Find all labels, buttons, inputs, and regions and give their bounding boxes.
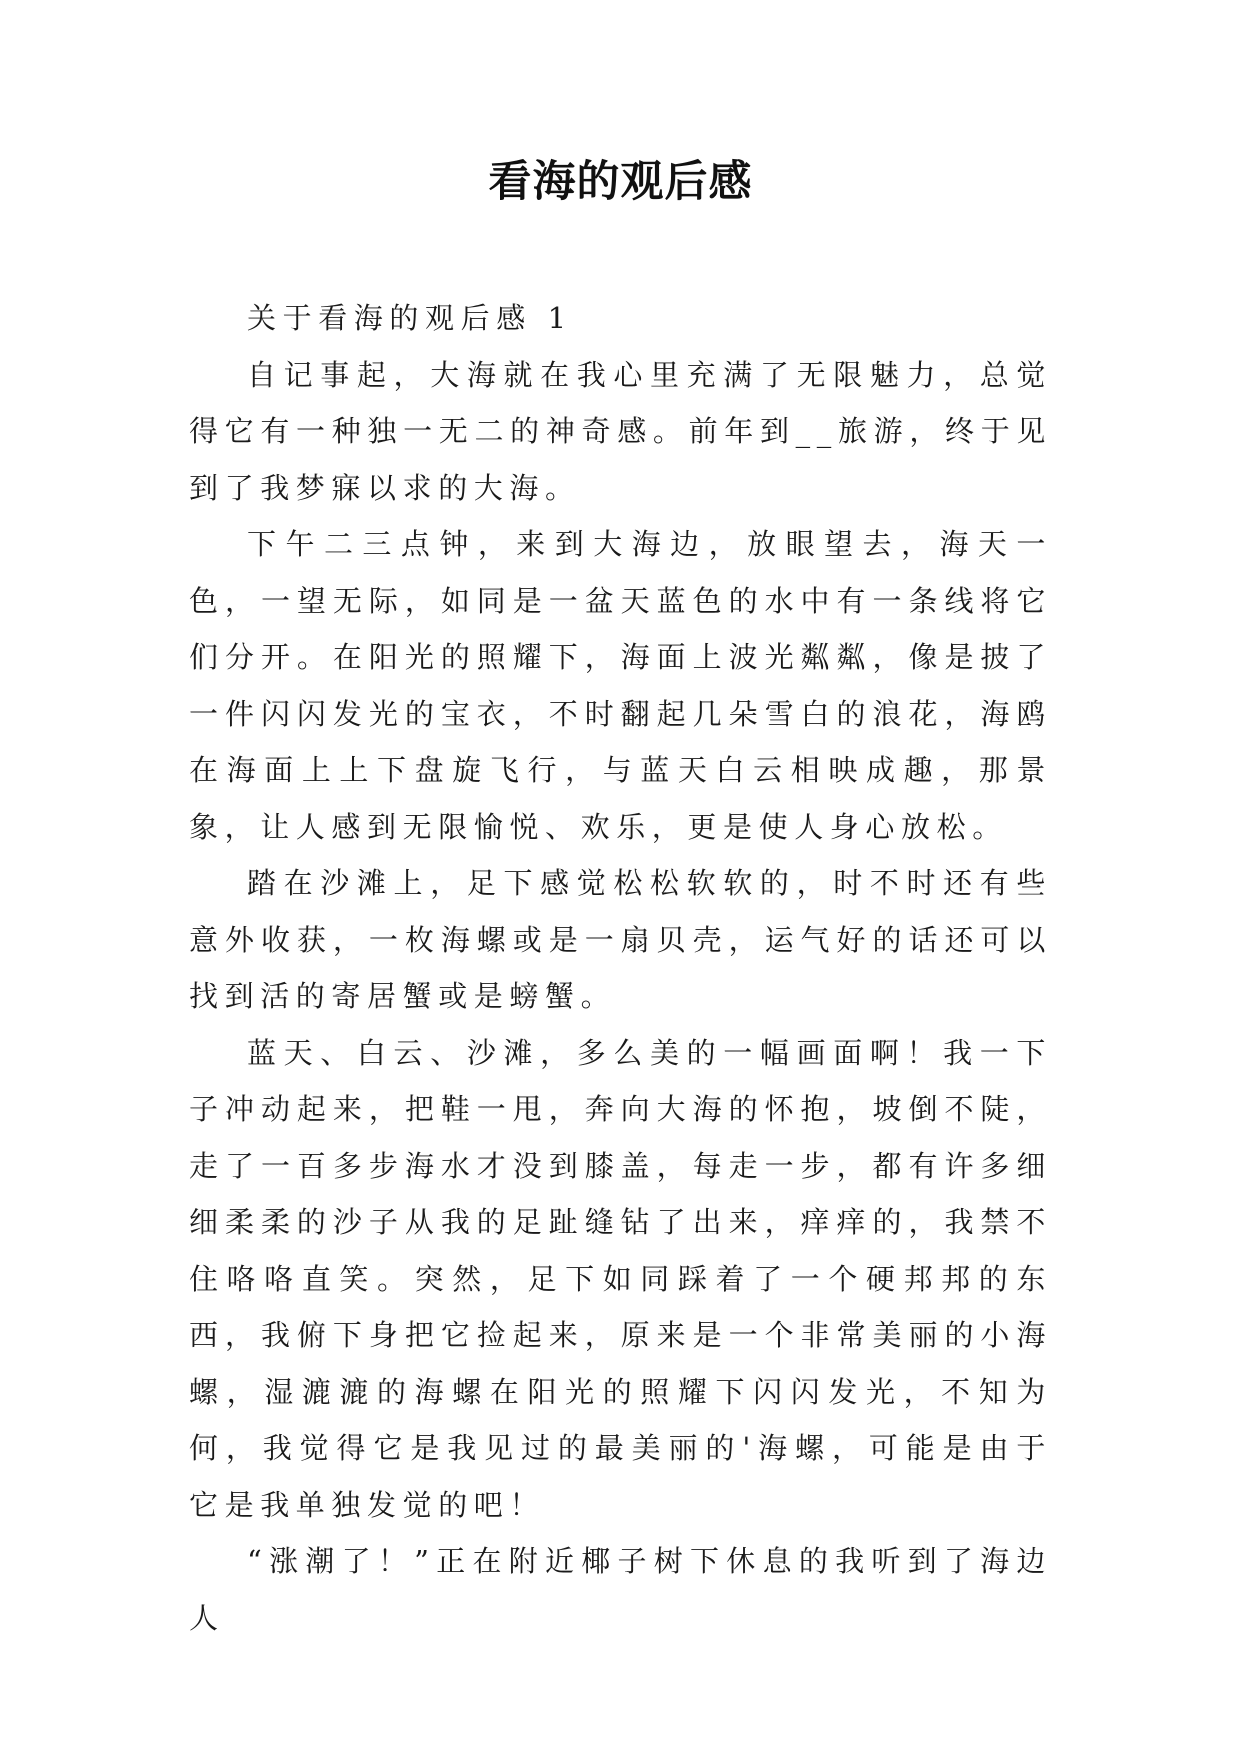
paragraph: “涨潮了！”正在附近椰子树下休息的我听到了海边人	[189, 1544, 1052, 1635]
paragraph: 蓝天、白云、沙滩，多么美的一幅画面啊！我一下子冲动起来，把鞋一甩，奔向大海的怀抱，坡倒不陡，走了一百多步海水才没到膝盖，每走一步，都有许多细细柔柔的沙子从我的足趾缝钻了出来，痒痒的，我禁不住咯咯直笑。突然，足下如同踩着了一个硬邦邦的东西，我俯下身把它捡起来，原来是一个非常美丽的小海螺，湿漉漉的海螺在阳光的照耀下闪闪发光，不知为何，我觉得它是我见过的最美丽的'海螺，可能是由于它是我单独发觉的吧！	[189, 1035, 1052, 1522]
paragraph: 下午二三点钟，来到大海边，放眼望去，海天一色，一望无际，如同是一盆天蓝色的水中有一条线将它们分开。在阳光的照耀下，海面上波光粼粼，像是披了一件闪闪发光的宝衣，不时翻起几朵雪白的浪花，海鸥在海面上上下盘旋飞行，与蓝天白云相映成趣，那景象，让人感到无限愉悦、欢乐，更是使人身心放松。	[189, 527, 1052, 844]
paragraph-heading: 关于看海的观后感 1	[247, 301, 573, 335]
paragraph: 自记事起，大海就在我心里充满了无限魅力，总觉得它有一种独一无二的神奇感。前年到__旅游，终于见到了我梦寐以求的大海。	[189, 357, 1052, 505]
document-title: 看海的观后感	[488, 157, 753, 207]
document-body	[189, 290, 1052, 1646]
paragraph: 踏在沙滩上，足下感觉松松软软的，时不时还有些意外收获，一枚海螺或是一扇贝壳，运气好的话还可以找到活的寄居蟹或是螃蟹。	[189, 866, 1052, 1013]
